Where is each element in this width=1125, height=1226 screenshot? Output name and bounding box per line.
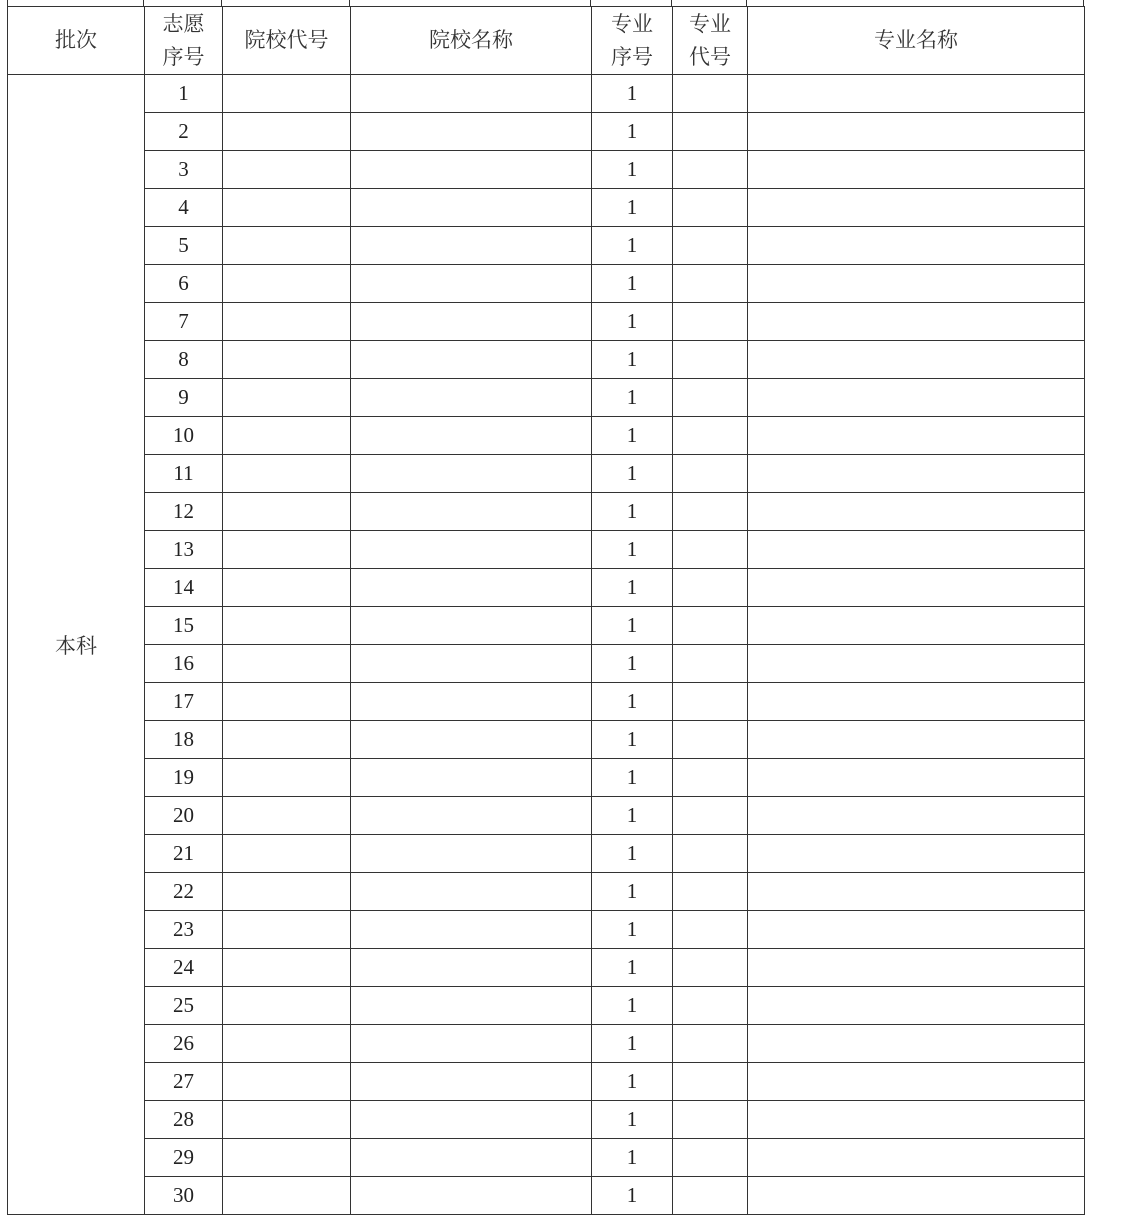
batch-cell: 本科 (8, 75, 145, 1215)
major-name-cell[interactable] (748, 987, 1085, 1025)
major-code-cell[interactable] (673, 417, 748, 455)
table-row (8, 759, 1085, 797)
major-no-cell: 1 (592, 759, 673, 797)
choice-no-cell: 23 (145, 911, 223, 949)
school-name-cell[interactable] (351, 493, 592, 531)
table-row (8, 189, 1085, 227)
major-name-cell[interactable] (748, 493, 1085, 531)
header-batch (8, 7, 145, 75)
major-no-cell: 1 (592, 1025, 673, 1063)
major-no-cell: 1 (592, 873, 673, 911)
choice-no-cell: 7 (145, 303, 223, 341)
major-name-cell[interactable] (748, 189, 1085, 227)
table-row (8, 417, 1085, 455)
major-code-cell[interactable] (673, 75, 748, 113)
table-row (8, 341, 1085, 379)
table-row (8, 113, 1085, 151)
school-name-cell[interactable] (351, 569, 592, 607)
major-no-cell: 1 (592, 835, 673, 873)
school-code-cell[interactable] (223, 455, 351, 493)
choice-no-cell: 9 (145, 379, 223, 417)
major-code-cell[interactable] (673, 455, 748, 493)
header-major-name (748, 7, 1085, 75)
table-row (8, 493, 1085, 531)
table-row (8, 949, 1085, 987)
choice-no-cell: 18 (145, 721, 223, 759)
major-code-cell[interactable] (673, 721, 748, 759)
major-code-cell[interactable] (673, 1139, 748, 1177)
table-row (8, 721, 1085, 759)
major-code-cell[interactable] (673, 189, 748, 227)
school-code-cell[interactable] (223, 265, 351, 303)
school-code-cell[interactable] (223, 911, 351, 949)
major-code-cell[interactable] (673, 1101, 748, 1139)
school-code-cell[interactable] (223, 797, 351, 835)
school-name-cell[interactable] (351, 1177, 592, 1215)
major-no-cell: 1 (592, 569, 673, 607)
major-name-cell[interactable] (748, 835, 1085, 873)
table-row (8, 227, 1085, 265)
header-school-code (223, 7, 351, 75)
major-no-cell: 1 (592, 607, 673, 645)
school-code-cell[interactable] (223, 227, 351, 265)
header-school-name-label: 院校名称 (429, 28, 513, 52)
major-code-cell[interactable] (673, 607, 748, 645)
table-row (8, 303, 1085, 341)
major-code-cell[interactable] (673, 759, 748, 797)
major-no-cell: 1 (592, 531, 673, 569)
major-name-cell[interactable] (748, 379, 1085, 417)
school-code-cell[interactable] (223, 873, 351, 911)
school-code-cell[interactable] (223, 645, 351, 683)
choice-no-cell: 29 (145, 1139, 223, 1177)
table-row (8, 607, 1085, 645)
school-name-cell[interactable] (351, 417, 592, 455)
major-no-cell: 1 (592, 227, 673, 265)
choice-no-cell: 16 (145, 645, 223, 683)
school-name-cell[interactable] (351, 873, 592, 911)
major-no-cell: 1 (592, 949, 673, 987)
table-row (8, 379, 1085, 417)
major-name-cell[interactable] (748, 303, 1085, 341)
school-name-cell[interactable] (351, 759, 592, 797)
choice-no-cell: 20 (145, 797, 223, 835)
school-name-cell[interactable] (351, 303, 592, 341)
school-name-cell[interactable] (351, 797, 592, 835)
school-code-cell[interactable] (223, 1177, 351, 1215)
header-major-code-line1: 专业 (689, 11, 731, 36)
major-name-cell[interactable] (748, 417, 1085, 455)
major-no-cell: 1 (592, 1063, 673, 1101)
school-code-cell[interactable] (223, 303, 351, 341)
header-choice-no (145, 7, 223, 75)
major-name-cell[interactable] (748, 1139, 1085, 1177)
school-name-cell[interactable] (351, 151, 592, 189)
major-name-cell[interactable] (748, 531, 1085, 569)
school-code-cell[interactable] (223, 151, 351, 189)
school-name-cell[interactable] (351, 379, 592, 417)
major-no-cell: 1 (592, 189, 673, 227)
major-name-cell[interactable] (748, 797, 1085, 835)
major-no-cell: 1 (592, 645, 673, 683)
header-major-name-label: 专业名称 (874, 28, 958, 52)
school-name-cell[interactable] (351, 721, 592, 759)
school-name-cell[interactable] (351, 227, 592, 265)
choice-no-cell: 8 (145, 341, 223, 379)
major-no-cell: 1 (592, 493, 673, 531)
choice-form-table (7, 6, 1085, 1215)
major-no-cell: 1 (592, 113, 673, 151)
major-no-cell: 1 (592, 797, 673, 835)
table-row (8, 683, 1085, 721)
school-code-cell[interactable] (223, 1101, 351, 1139)
choice-no-cell: 27 (145, 1063, 223, 1101)
major-name-cell[interactable] (748, 683, 1085, 721)
major-no-cell: 1 (592, 911, 673, 949)
major-name-cell[interactable] (748, 1101, 1085, 1139)
school-code-cell[interactable] (223, 1063, 351, 1101)
school-code-cell[interactable] (223, 75, 351, 113)
major-code-cell[interactable] (673, 303, 748, 341)
major-name-cell[interactable] (748, 265, 1085, 303)
table-row (8, 1177, 1085, 1215)
major-code-cell[interactable] (673, 873, 748, 911)
choice-no-cell: 1 (145, 75, 223, 113)
choice-no-cell: 22 (145, 873, 223, 911)
major-name-cell[interactable] (748, 455, 1085, 493)
header-school-code-label: 院校代号 (244, 28, 329, 52)
choice-no-cell: 30 (145, 1177, 223, 1215)
major-no-cell: 1 (592, 417, 673, 455)
school-code-cell[interactable] (223, 417, 351, 455)
school-name-cell[interactable] (351, 189, 592, 227)
table-row (8, 1139, 1085, 1177)
school-name-cell[interactable] (351, 1025, 592, 1063)
major-code-cell[interactable] (673, 493, 748, 531)
major-code-cell[interactable] (673, 569, 748, 607)
choice-no-cell: 28 (145, 1101, 223, 1139)
header-major-no (592, 7, 673, 75)
major-no-cell: 1 (592, 455, 673, 493)
school-name-cell[interactable] (351, 683, 592, 721)
school-name-cell[interactable] (351, 455, 592, 493)
table-row (8, 75, 1085, 113)
choice-no-cell: 19 (145, 759, 223, 797)
school-name-cell[interactable] (351, 1139, 592, 1177)
school-code-cell[interactable] (223, 189, 351, 227)
school-code-cell[interactable] (223, 949, 351, 987)
choice-no-cell: 25 (145, 987, 223, 1025)
header-row (8, 7, 1085, 75)
major-no-cell: 1 (592, 75, 673, 113)
table-row (8, 987, 1085, 1025)
major-no-cell: 1 (592, 721, 673, 759)
major-code-cell[interactable] (673, 797, 748, 835)
table-row (8, 645, 1085, 683)
school-code-cell[interactable] (223, 341, 351, 379)
school-name-cell[interactable] (351, 113, 592, 151)
major-code-cell[interactable] (673, 645, 748, 683)
table-row (8, 911, 1085, 949)
table-row (8, 1025, 1085, 1063)
table-row (8, 797, 1085, 835)
major-name-cell[interactable] (748, 1025, 1085, 1063)
school-code-cell[interactable] (223, 569, 351, 607)
major-code-cell[interactable] (673, 683, 748, 721)
header-major-no-line2: 序号 (611, 44, 653, 69)
major-name-cell[interactable] (748, 721, 1085, 759)
header-major-no-line1: 专业 (611, 11, 653, 36)
major-code-cell[interactable] (673, 379, 748, 417)
school-name-cell[interactable] (351, 531, 592, 569)
major-name-cell[interactable] (748, 113, 1085, 151)
choice-no-cell: 5 (145, 227, 223, 265)
table-row (8, 531, 1085, 569)
major-name-cell[interactable] (748, 911, 1085, 949)
school-code-cell[interactable] (223, 987, 351, 1025)
school-name-cell[interactable] (351, 987, 592, 1025)
major-code-cell[interactable] (673, 227, 748, 265)
major-code-cell[interactable] (673, 1063, 748, 1101)
major-code-cell[interactable] (673, 835, 748, 873)
school-name-cell[interactable] (351, 835, 592, 873)
major-name-cell[interactable] (748, 569, 1085, 607)
major-code-cell[interactable] (673, 341, 748, 379)
choice-no-cell: 12 (145, 493, 223, 531)
major-code-cell[interactable] (673, 1177, 748, 1215)
school-code-cell[interactable] (223, 1139, 351, 1177)
school-name-cell[interactable] (351, 607, 592, 645)
major-name-cell[interactable] (748, 873, 1085, 911)
table-row (8, 151, 1085, 189)
major-no-cell: 1 (592, 265, 673, 303)
school-code-cell[interactable] (223, 379, 351, 417)
table-body (8, 75, 1085, 1215)
school-code-cell[interactable] (223, 493, 351, 531)
choice-no-cell: 17 (145, 683, 223, 721)
school-code-cell[interactable] (223, 531, 351, 569)
major-name-cell[interactable] (748, 75, 1085, 113)
major-code-cell[interactable] (673, 949, 748, 987)
table-row (8, 1063, 1085, 1101)
table-row (8, 455, 1085, 493)
major-code-cell[interactable] (673, 1025, 748, 1063)
school-name-cell[interactable] (351, 75, 592, 113)
school-name-cell[interactable] (351, 645, 592, 683)
major-name-cell[interactable] (748, 607, 1085, 645)
major-no-cell: 1 (592, 379, 673, 417)
choice-no-cell: 10 (145, 417, 223, 455)
major-name-cell[interactable] (748, 949, 1085, 987)
major-name-cell[interactable] (748, 645, 1085, 683)
choice-no-cell: 11 (145, 455, 223, 493)
major-no-cell: 1 (592, 1177, 673, 1215)
choice-no-cell: 13 (145, 531, 223, 569)
major-no-cell: 1 (592, 1101, 673, 1139)
major-name-cell[interactable] (748, 151, 1085, 189)
choice-no-cell: 24 (145, 949, 223, 987)
major-no-cell: 1 (592, 303, 673, 341)
school-name-cell[interactable] (351, 265, 592, 303)
major-code-cell[interactable] (673, 987, 748, 1025)
major-code-cell[interactable] (673, 113, 748, 151)
school-name-cell[interactable] (351, 1063, 592, 1101)
choice-no-cell: 21 (145, 835, 223, 873)
table-row (8, 1101, 1085, 1139)
table-row (8, 835, 1085, 873)
school-code-cell[interactable] (223, 759, 351, 797)
choice-no-cell: 14 (145, 569, 223, 607)
choice-no-cell: 15 (145, 607, 223, 645)
major-name-cell[interactable] (748, 227, 1085, 265)
table-row (8, 265, 1085, 303)
choice-no-cell: 3 (145, 151, 223, 189)
school-code-cell[interactable] (223, 721, 351, 759)
school-code-cell[interactable] (223, 835, 351, 873)
major-no-cell: 1 (592, 1139, 673, 1177)
major-name-cell[interactable] (748, 1177, 1085, 1215)
school-name-cell[interactable] (351, 911, 592, 949)
major-name-cell[interactable] (748, 1063, 1085, 1101)
school-code-cell[interactable] (223, 1025, 351, 1063)
table-row (8, 569, 1085, 607)
school-code-cell[interactable] (223, 683, 351, 721)
school-name-cell[interactable] (351, 1101, 592, 1139)
header-choice-no-line2: 序号 (162, 44, 205, 69)
major-code-cell[interactable] (673, 911, 748, 949)
header-school-name (351, 7, 592, 75)
school-name-cell[interactable] (351, 341, 592, 379)
table-row (8, 873, 1085, 911)
header-choice-no-line1: 志愿 (162, 11, 205, 36)
header-batch-label: 批次 (55, 28, 97, 52)
choice-no-cell: 4 (145, 189, 223, 227)
school-code-cell[interactable] (223, 607, 351, 645)
school-name-cell[interactable] (351, 949, 592, 987)
header-major-code (673, 7, 748, 75)
major-code-cell[interactable] (673, 151, 748, 189)
major-code-cell[interactable] (673, 531, 748, 569)
major-name-cell[interactable] (748, 759, 1085, 797)
major-no-cell: 1 (592, 151, 673, 189)
header-major-code-line2: 代号 (689, 44, 731, 69)
choice-no-cell: 2 (145, 113, 223, 151)
major-no-cell: 1 (592, 987, 673, 1025)
major-name-cell[interactable] (748, 341, 1085, 379)
choice-no-cell: 26 (145, 1025, 223, 1063)
choice-no-cell: 6 (145, 265, 223, 303)
major-code-cell[interactable] (673, 265, 748, 303)
school-code-cell[interactable] (223, 113, 351, 151)
major-no-cell: 1 (592, 683, 673, 721)
major-no-cell: 1 (592, 341, 673, 379)
